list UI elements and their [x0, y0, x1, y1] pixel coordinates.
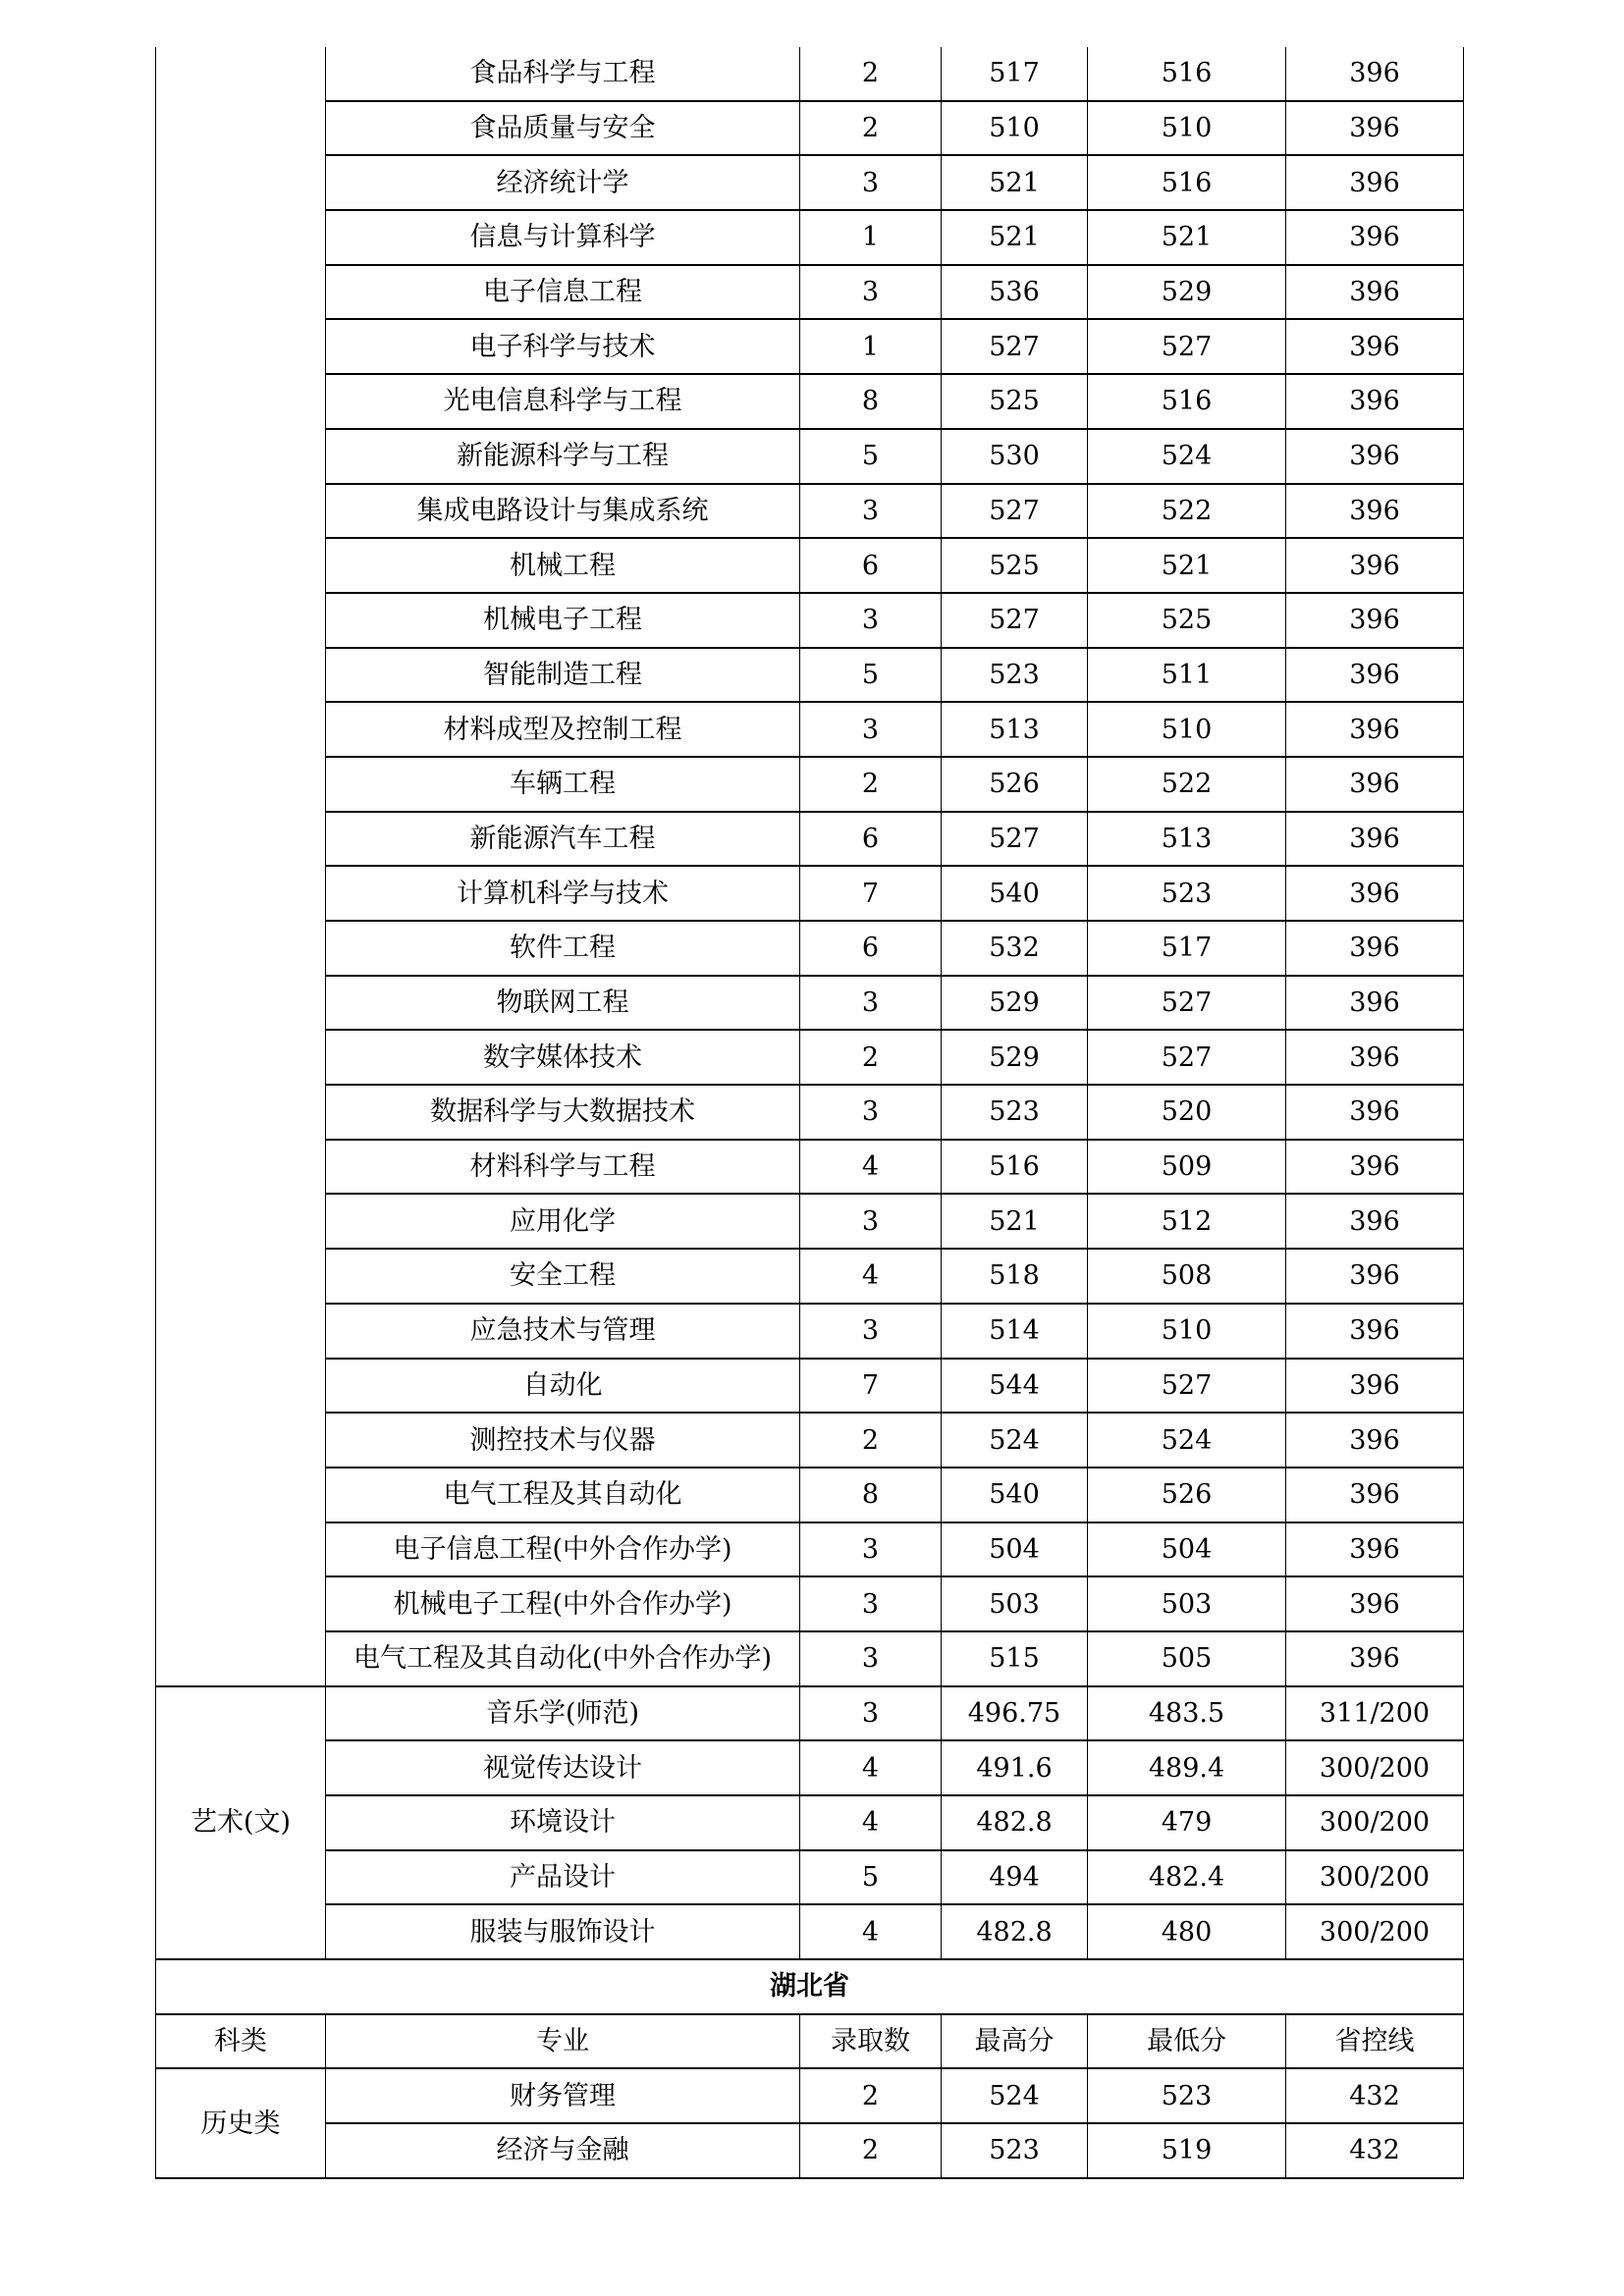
control-line-cell: 396	[1286, 1304, 1464, 1359]
control-line-cell: 396	[1286, 1468, 1464, 1522]
min-score-cell: 520	[1088, 1085, 1286, 1140]
column-header-min: 最低分	[1088, 2014, 1286, 2069]
max-score-cell: 527	[942, 593, 1088, 648]
control-line-cell: 396	[1286, 155, 1464, 210]
admitted-count-cell: 8	[800, 374, 942, 429]
major-cell: 智能制造工程	[326, 648, 800, 703]
admitted-count-cell: 3	[800, 155, 942, 210]
control-line-cell: 396	[1286, 429, 1464, 484]
max-score-cell: 523	[942, 648, 1088, 703]
table-row	[156, 976, 1464, 1031]
major-cell: 物联网工程	[326, 976, 800, 1031]
min-score-cell: 510	[1088, 1304, 1286, 1359]
major-cell: 机械电子工程	[326, 593, 800, 648]
control-line-cell: 311/200	[1286, 1686, 1464, 1741]
table-row	[156, 538, 1464, 593]
admitted-count-cell: 3	[800, 593, 942, 648]
max-score-cell: 527	[942, 319, 1088, 374]
major-cell: 数字媒体技术	[326, 1030, 800, 1085]
admitted-count-cell: 2	[800, 1030, 942, 1085]
table-row	[156, 648, 1464, 703]
major-cell: 电子科学与技术	[326, 319, 800, 374]
admission-scores-table	[155, 47, 1464, 2179]
control-line-cell: 300/200	[1286, 1795, 1464, 1850]
max-score-cell: 504	[942, 1522, 1088, 1577]
admitted-count-cell: 3	[800, 1631, 942, 1686]
admitted-count-cell: 7	[800, 1359, 942, 1414]
table-row	[156, 1468, 1464, 1522]
table-row	[156, 702, 1464, 757]
max-score-cell: 527	[942, 812, 1088, 867]
control-line-cell: 396	[1286, 101, 1464, 156]
category-cell	[156, 47, 326, 1686]
major-cell: 数据科学与大数据技术	[326, 1085, 800, 1140]
max-score-cell: 523	[942, 1085, 1088, 1140]
major-cell: 计算机科学与技术	[326, 866, 800, 921]
table-row	[156, 2068, 1464, 2123]
major-cell: 电气工程及其自动化(中外合作办学)	[326, 1631, 800, 1686]
control-line-cell: 396	[1286, 648, 1464, 703]
table-row	[156, 484, 1464, 539]
table-row	[156, 1085, 1464, 1140]
major-cell: 机械电子工程(中外合作办学)	[326, 1576, 800, 1631]
admitted-count-cell: 5	[800, 648, 942, 703]
control-line-cell: 396	[1286, 210, 1464, 265]
admitted-count-cell: 2	[800, 757, 942, 812]
max-score-cell: 525	[942, 374, 1088, 429]
admitted-count-cell: 3	[800, 1085, 942, 1140]
min-score-cell: 508	[1088, 1249, 1286, 1304]
admitted-count-cell: 4	[800, 1740, 942, 1795]
min-score-cell: 527	[1088, 976, 1286, 1031]
admitted-count-cell: 6	[800, 921, 942, 976]
major-cell: 经济统计学	[326, 155, 800, 210]
control-line-cell: 432	[1286, 2123, 1464, 2178]
province-row	[156, 1959, 1464, 2014]
control-line-cell: 396	[1286, 1359, 1464, 1414]
min-score-cell: 509	[1088, 1140, 1286, 1195]
min-score-cell: 525	[1088, 593, 1286, 648]
major-cell: 软件工程	[326, 921, 800, 976]
column-header-line: 省控线	[1286, 2014, 1464, 2069]
major-cell: 材料成型及控制工程	[326, 702, 800, 757]
table-row	[156, 1304, 1464, 1359]
max-score-cell: 510	[942, 101, 1088, 156]
admitted-count-cell: 1	[800, 319, 942, 374]
category-cell: 艺术(文)	[156, 1686, 326, 1959]
major-cell: 车辆工程	[326, 757, 800, 812]
min-score-cell: 510	[1088, 101, 1286, 156]
table-row	[156, 1194, 1464, 1249]
control-line-cell: 396	[1286, 593, 1464, 648]
table-row	[156, 593, 1464, 648]
major-cell: 电子信息工程	[326, 265, 800, 320]
column-header-major: 专业	[326, 2014, 800, 2069]
control-line-cell: 396	[1286, 866, 1464, 921]
control-line-cell: 396	[1286, 1140, 1464, 1195]
control-line-cell: 396	[1286, 921, 1464, 976]
min-score-cell: 529	[1088, 265, 1286, 320]
control-line-cell: 396	[1286, 538, 1464, 593]
min-score-cell: 527	[1088, 1359, 1286, 1414]
admitted-count-cell: 5	[800, 1850, 942, 1905]
major-cell: 视觉传达设计	[326, 1740, 800, 1795]
max-score-cell: 494	[942, 1850, 1088, 1905]
major-cell: 光电信息科学与工程	[326, 374, 800, 429]
admitted-count-cell: 3	[800, 1522, 942, 1577]
control-line-cell: 396	[1286, 702, 1464, 757]
max-score-cell: 513	[942, 702, 1088, 757]
max-score-cell: 521	[942, 210, 1088, 265]
control-line-cell: 396	[1286, 1085, 1464, 1140]
control-line-cell: 396	[1286, 812, 1464, 867]
control-line-cell: 396	[1286, 1249, 1464, 1304]
table-row	[156, 1576, 1464, 1631]
table-row	[156, 2123, 1464, 2178]
major-cell: 新能源科学与工程	[326, 429, 800, 484]
admitted-count-cell: 2	[800, 47, 942, 101]
table-row	[156, 921, 1464, 976]
table-row	[156, 265, 1464, 320]
table-row	[156, 1030, 1464, 1085]
table-row	[156, 1359, 1464, 1414]
major-cell: 材料科学与工程	[326, 1140, 800, 1195]
major-cell: 机械工程	[326, 538, 800, 593]
max-score-cell: 523	[942, 2123, 1088, 2178]
table-row	[156, 1904, 1464, 1959]
min-score-cell: 521	[1088, 210, 1286, 265]
min-score-cell: 524	[1088, 429, 1286, 484]
category-cell: 历史类	[156, 2068, 326, 2177]
major-cell: 安全工程	[326, 1249, 800, 1304]
major-cell: 食品科学与工程	[326, 47, 800, 101]
admitted-count-cell: 2	[800, 1413, 942, 1468]
max-score-cell: 482.8	[942, 1795, 1088, 1850]
control-line-cell: 300/200	[1286, 1904, 1464, 1959]
max-score-cell: 540	[942, 866, 1088, 921]
min-score-cell: 524	[1088, 1413, 1286, 1468]
admitted-count-cell: 4	[800, 1904, 942, 1959]
min-score-cell: 482.4	[1088, 1850, 1286, 1905]
control-line-cell: 432	[1286, 2068, 1464, 2123]
min-score-cell: 516	[1088, 374, 1286, 429]
table-row	[156, 866, 1464, 921]
min-score-cell: 522	[1088, 757, 1286, 812]
admitted-count-cell: 6	[800, 538, 942, 593]
control-line-cell: 396	[1286, 1030, 1464, 1085]
max-score-cell: 530	[942, 429, 1088, 484]
column-header-max: 最高分	[942, 2014, 1088, 2069]
control-line-cell: 300/200	[1286, 1850, 1464, 1905]
table-row	[156, 1795, 1464, 1850]
major-cell: 食品质量与安全	[326, 101, 800, 156]
max-score-cell: 514	[942, 1304, 1088, 1359]
major-cell: 新能源汽车工程	[326, 812, 800, 867]
max-score-cell: 524	[942, 1413, 1088, 1468]
min-score-cell: 503	[1088, 1576, 1286, 1631]
admitted-count-cell: 2	[800, 2068, 942, 2123]
max-score-cell: 532	[942, 921, 1088, 976]
table-row	[156, 319, 1464, 374]
max-score-cell: 496.75	[942, 1686, 1088, 1741]
control-line-cell: 396	[1286, 1522, 1464, 1577]
major-cell: 应用化学	[326, 1194, 800, 1249]
min-score-cell: 480	[1088, 1904, 1286, 1959]
major-cell: 自动化	[326, 1359, 800, 1414]
major-cell: 音乐学(师范)	[326, 1686, 800, 1741]
max-score-cell: 516	[942, 1140, 1088, 1195]
major-cell: 电气工程及其自动化	[326, 1468, 800, 1522]
max-score-cell: 521	[942, 1194, 1088, 1249]
admitted-count-cell: 7	[800, 866, 942, 921]
admitted-count-cell: 8	[800, 1468, 942, 1522]
control-line-cell: 396	[1286, 47, 1464, 101]
max-score-cell: 518	[942, 1249, 1088, 1304]
min-score-cell: 527	[1088, 319, 1286, 374]
min-score-cell: 523	[1088, 866, 1286, 921]
control-line-cell: 396	[1286, 374, 1464, 429]
admitted-count-cell: 4	[800, 1795, 942, 1850]
min-score-cell: 516	[1088, 47, 1286, 101]
control-line-cell: 300/200	[1286, 1740, 1464, 1795]
min-score-cell: 522	[1088, 484, 1286, 539]
admitted-count-cell: 2	[800, 2123, 942, 2178]
max-score-cell: 491.6	[942, 1740, 1088, 1795]
table-row	[156, 155, 1464, 210]
table-row	[156, 1740, 1464, 1795]
admitted-count-cell: 3	[800, 484, 942, 539]
min-score-cell: 479	[1088, 1795, 1286, 1850]
table-row	[156, 101, 1464, 156]
control-line-cell: 396	[1286, 319, 1464, 374]
max-score-cell: 521	[942, 155, 1088, 210]
major-cell: 环境设计	[326, 1795, 800, 1850]
max-score-cell: 526	[942, 757, 1088, 812]
min-score-cell: 483.5	[1088, 1686, 1286, 1741]
major-cell: 产品设计	[326, 1850, 800, 1905]
min-score-cell: 527	[1088, 1030, 1286, 1085]
max-score-cell: 529	[942, 1030, 1088, 1085]
table-row	[156, 47, 1464, 101]
max-score-cell: 536	[942, 265, 1088, 320]
min-score-cell: 511	[1088, 648, 1286, 703]
header-row	[156, 2014, 1464, 2069]
admitted-count-cell: 3	[800, 702, 942, 757]
control-line-cell: 396	[1286, 1194, 1464, 1249]
major-cell: 应急技术与管理	[326, 1304, 800, 1359]
control-line-cell: 396	[1286, 1576, 1464, 1631]
min-score-cell: 526	[1088, 1468, 1286, 1522]
admitted-count-cell: 4	[800, 1140, 942, 1195]
min-score-cell: 517	[1088, 921, 1286, 976]
table-row	[156, 1631, 1464, 1686]
max-score-cell: 527	[942, 484, 1088, 539]
table-row	[156, 429, 1464, 484]
min-score-cell: 505	[1088, 1631, 1286, 1686]
min-score-cell: 521	[1088, 538, 1286, 593]
max-score-cell: 515	[942, 1631, 1088, 1686]
table-row	[156, 1249, 1464, 1304]
table-row	[156, 210, 1464, 265]
admitted-count-cell: 6	[800, 812, 942, 867]
admitted-count-cell: 3	[800, 265, 942, 320]
province-title: 湖北省	[156, 1959, 1464, 2014]
min-score-cell: 489.4	[1088, 1740, 1286, 1795]
max-score-cell: 517	[942, 47, 1088, 101]
table-row	[156, 1522, 1464, 1577]
min-score-cell: 510	[1088, 702, 1286, 757]
control-line-cell: 396	[1286, 484, 1464, 539]
major-cell: 经济与金融	[326, 2123, 800, 2178]
major-cell: 测控技术与仪器	[326, 1413, 800, 1468]
admitted-count-cell: 5	[800, 429, 942, 484]
major-cell: 财务管理	[326, 2068, 800, 2123]
admitted-count-cell: 2	[800, 101, 942, 156]
major-cell: 信息与计算科学	[326, 210, 800, 265]
max-score-cell: 540	[942, 1468, 1088, 1522]
table-row	[156, 1850, 1464, 1905]
control-line-cell: 396	[1286, 265, 1464, 320]
max-score-cell: 525	[942, 538, 1088, 593]
min-score-cell: 519	[1088, 2123, 1286, 2178]
max-score-cell: 544	[942, 1359, 1088, 1414]
admitted-count-cell: 3	[800, 1576, 942, 1631]
min-score-cell: 504	[1088, 1522, 1286, 1577]
major-cell: 集成电路设计与集成系统	[326, 484, 800, 539]
max-score-cell: 529	[942, 976, 1088, 1031]
major-cell: 服装与服饰设计	[326, 1904, 800, 1959]
table-row	[156, 757, 1464, 812]
max-score-cell: 503	[942, 1576, 1088, 1631]
min-score-cell: 512	[1088, 1194, 1286, 1249]
column-header-category: 科类	[156, 2014, 326, 2069]
table-row	[156, 1413, 1464, 1468]
control-line-cell: 396	[1286, 1413, 1464, 1468]
table-row	[156, 1140, 1464, 1195]
control-line-cell: 396	[1286, 757, 1464, 812]
admitted-count-cell: 3	[800, 1686, 942, 1741]
control-line-cell: 396	[1286, 976, 1464, 1031]
table-row	[156, 812, 1464, 867]
table-row	[156, 1686, 1464, 1741]
table-row	[156, 374, 1464, 429]
max-score-cell: 482.8	[942, 1904, 1088, 1959]
column-header-admitted: 录取数	[800, 2014, 942, 2069]
admitted-count-cell: 4	[800, 1249, 942, 1304]
min-score-cell: 523	[1088, 2068, 1286, 2123]
control-line-cell: 396	[1286, 1631, 1464, 1686]
admitted-count-cell: 1	[800, 210, 942, 265]
major-cell: 电子信息工程(中外合作办学)	[326, 1522, 800, 1577]
min-score-cell: 513	[1088, 812, 1286, 867]
max-score-cell: 524	[942, 2068, 1088, 2123]
admitted-count-cell: 3	[800, 1304, 942, 1359]
admitted-count-cell: 3	[800, 976, 942, 1031]
admitted-count-cell: 3	[800, 1194, 942, 1249]
min-score-cell: 516	[1088, 155, 1286, 210]
